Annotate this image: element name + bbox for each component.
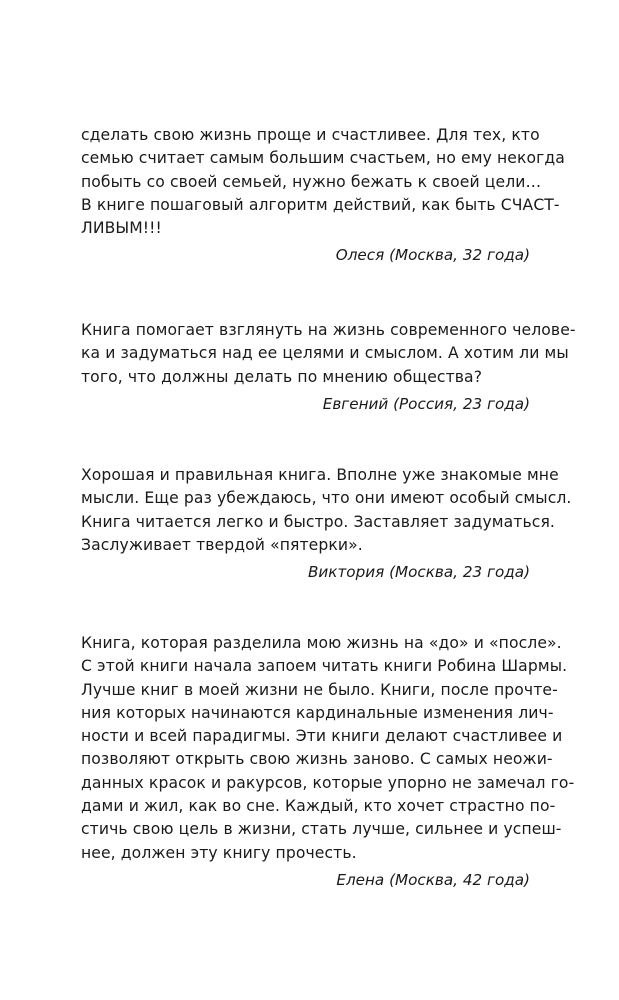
text-line: нее, должен эту книгу прочесть.	[81, 843, 357, 862]
review-text	[81, 124, 565, 240]
review-author: Олеся (Москва, 32 года)	[335, 246, 530, 265]
text-line: Книга помогает взглянуть на жизнь современного челове-	[81, 321, 576, 339]
text-line: мысли. Еще раз убеждаюсь, что они имеют особый смысл.	[81, 489, 572, 508]
text-line: Хорошая и правильная книга. Вполне уже знакомые мне	[81, 466, 559, 484]
text-line: С этой книги начала запоем читать книги Робина Шармы.	[81, 657, 568, 676]
text-line: ЛИВЫМ!!!	[81, 219, 162, 238]
review-author: Елена (Москва, 42 года)	[336, 870, 530, 889]
text-line: стичь свою цель в жизни, стать лучше, сильнее и успеш-	[81, 820, 562, 839]
text-line: Лучше книг в моей жизни не было. Книги, после прочте-	[81, 680, 558, 699]
text-line: семью считает самым большим счастьем, но ему некогда	[81, 149, 565, 168]
text-line: ности и всей парадигмы. Эти книги делают счастливее и	[81, 727, 563, 746]
text-line: того, что должны делать по мнению общества?	[81, 367, 483, 386]
text-line: Книга, которая разделила мою жизнь на «до» и «после».	[81, 634, 562, 652]
text-line: позволяют открыть свою жизнь заново. С самых неожи-	[81, 750, 553, 769]
review-text	[81, 319, 576, 389]
review-text	[81, 632, 575, 865]
review-2	[81, 319, 576, 414]
text-line: ния которых начинаются кардинальные изменения лич-	[81, 703, 554, 722]
text-line: сделать свою жизнь проще и счастливее. Для тех, кто	[81, 126, 540, 144]
text-line: В книге пошаговый алгоритм действий, как быть СЧАСТ-	[81, 195, 560, 214]
review-1	[81, 124, 565, 265]
review-4	[81, 632, 575, 890]
text-line: Книга читается легко и быстро. Заставляет задуматься.	[81, 512, 555, 531]
review-text	[81, 464, 572, 557]
text-line: данных красок и ракурсов, которые упорно не замечал го-	[81, 773, 575, 792]
review-3	[81, 464, 572, 582]
review-author: Евгений (Россия, 23 года)	[322, 394, 530, 413]
text-line: дами и жил, как во сне. Каждый, кто хочет страстно по-	[81, 797, 556, 816]
text-line: ка и задуматься над ее целями и смыслом. А хотим ли мы	[81, 344, 569, 363]
text-line: Заслуживает твердой «пятерки».	[81, 535, 363, 554]
review-author: Виктория (Москва, 23 года)	[308, 563, 530, 582]
text-line: побыть со своей семьей, нужно бежать к своей цели…	[81, 172, 542, 191]
